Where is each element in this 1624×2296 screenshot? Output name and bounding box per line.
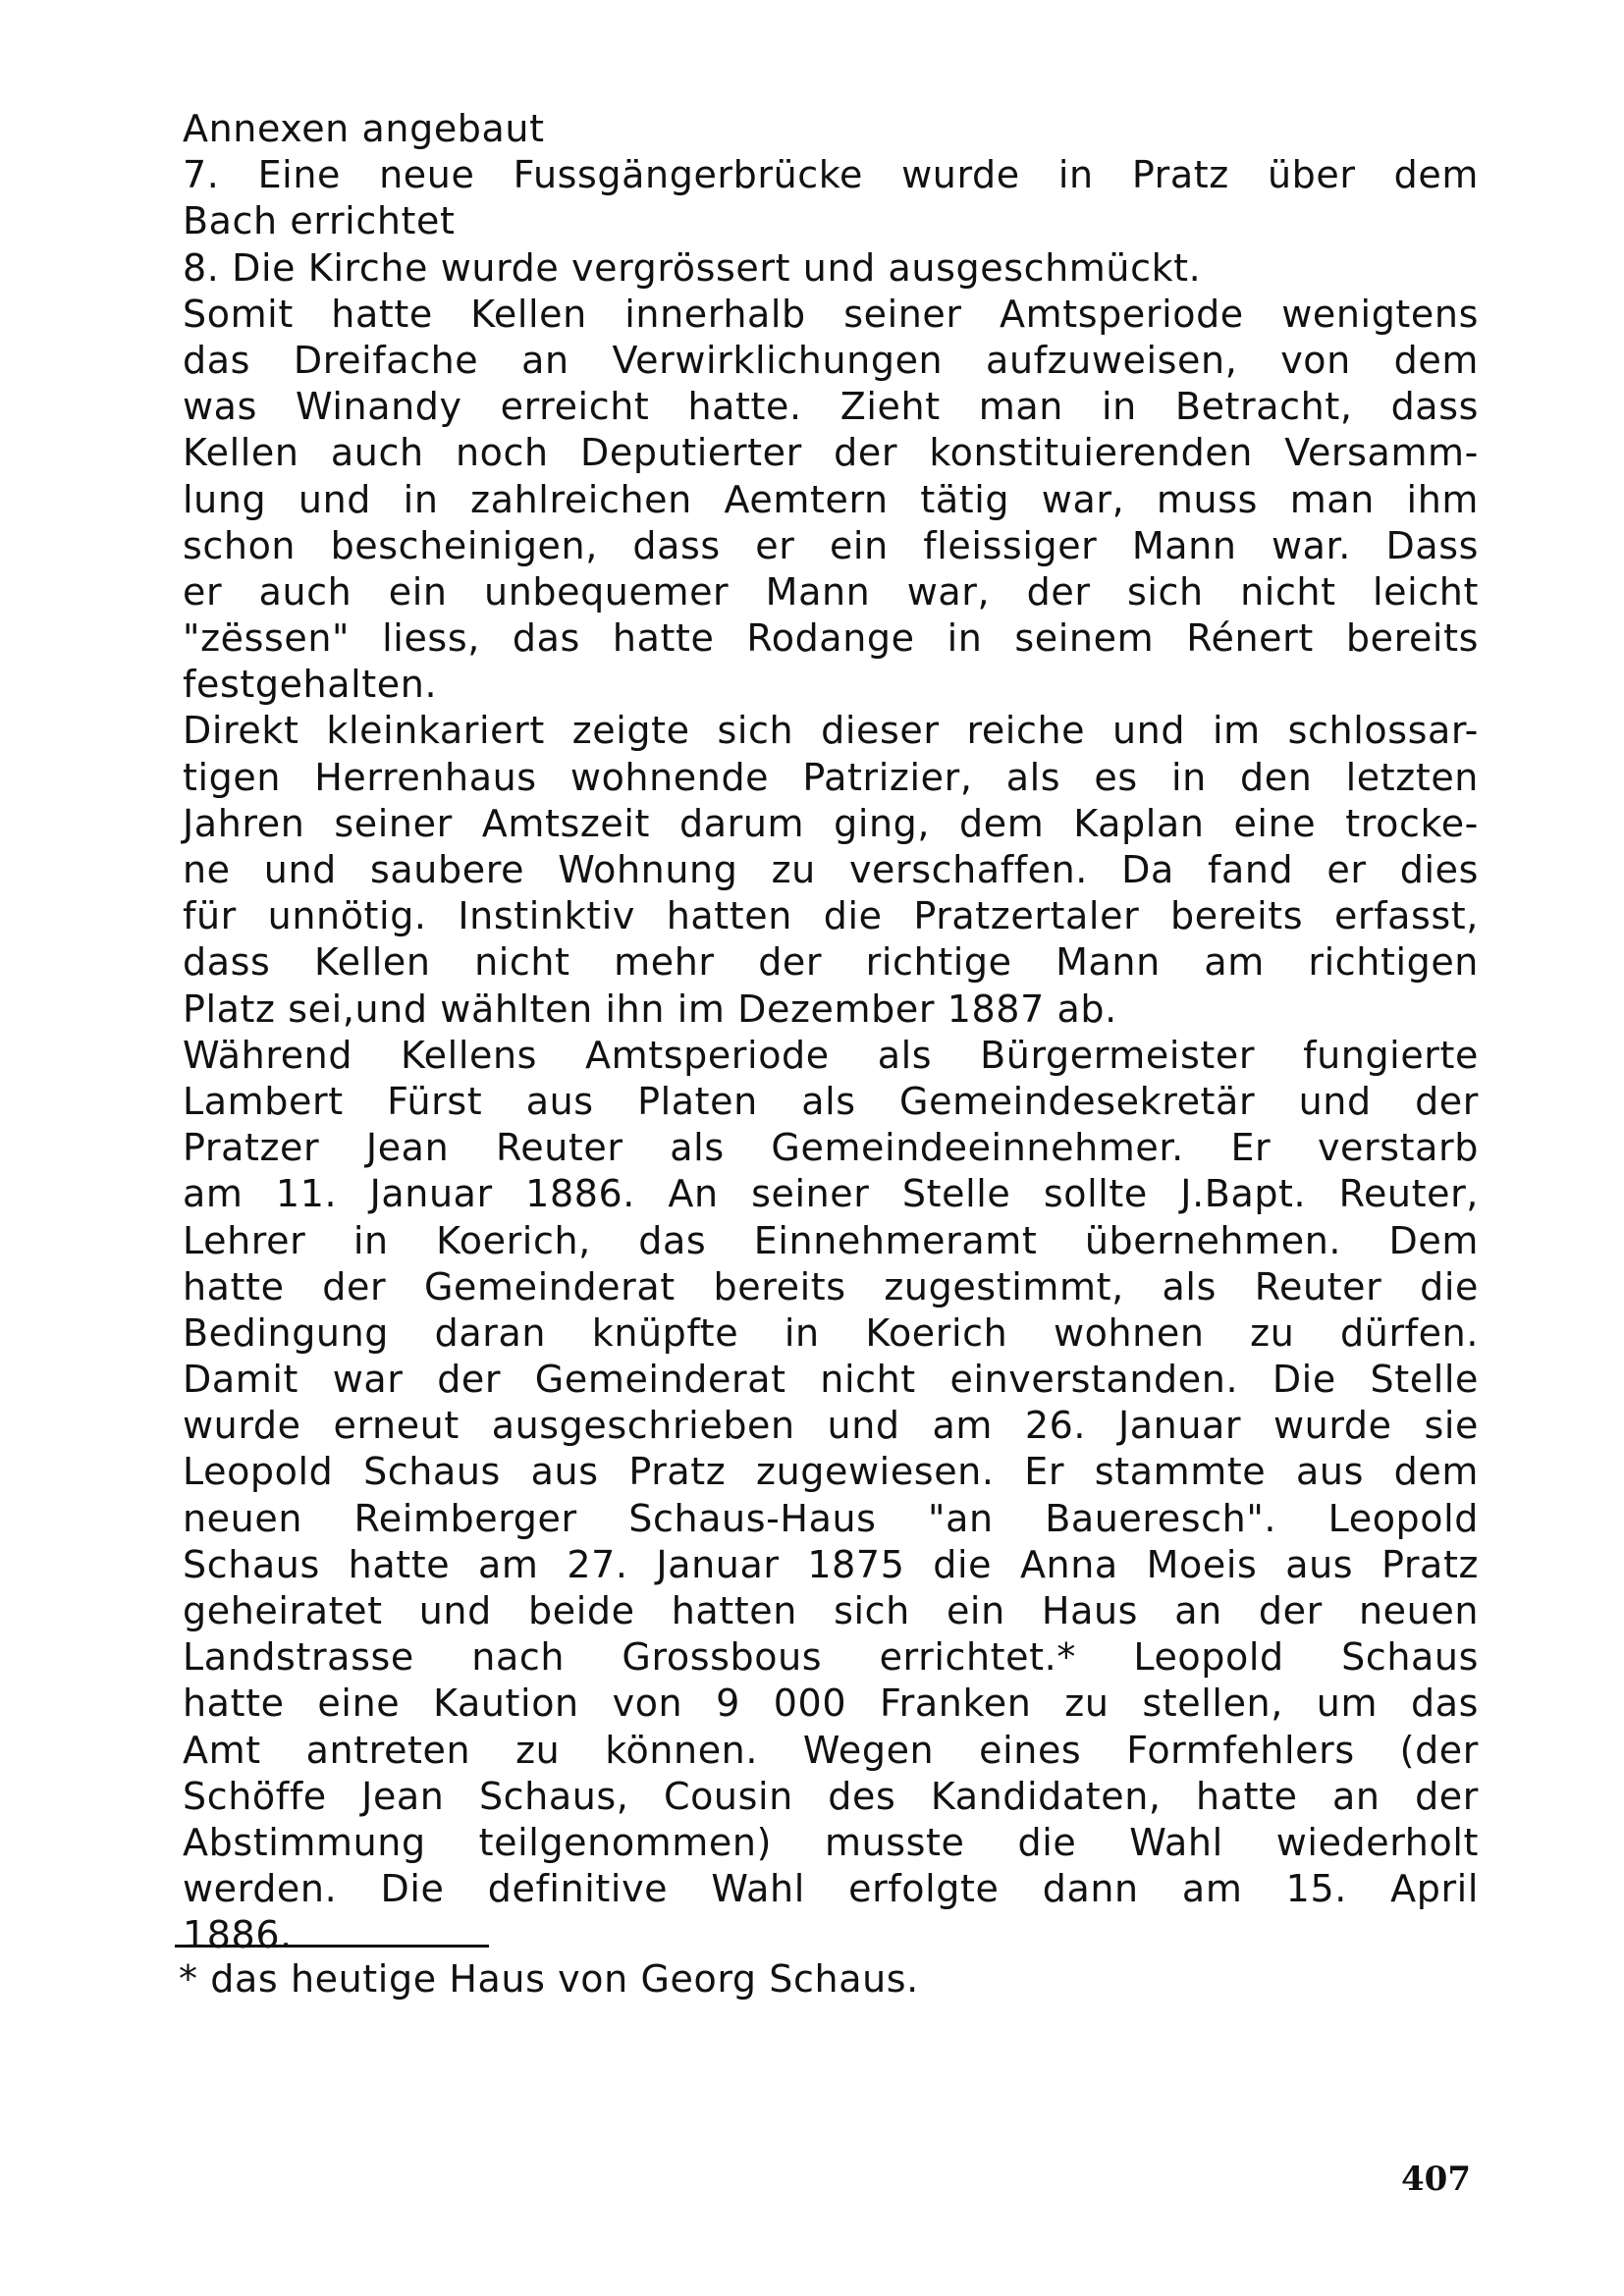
text-line: was Winandy erreicht hatte. Zieht man in Betracht, dass [183,385,1479,429]
text-line: hatte eine Kaution von 9 000 Franken zu stellen, um das [183,1682,1479,1726]
text-line: dass Kellen nicht mehr der richtige Mann am richtigen [183,940,1479,985]
text-line: das Dreifache an Verwirklichungen aufzuweisen, von dem [183,338,1479,382]
text-line: Platz sei,und wählten ihn im Dezember 1887 ab. [183,987,1117,1031]
text-line: Jahren seiner Amtszeit darum ging, dem Kaplan eine trocke- [183,801,1479,845]
text-line: Amt antreten zu können. Wegen eines Formfehlers (der [183,1728,1479,1772]
text-line: für unnötig. Instinktiv hatten die Pratzertaler bereits erfasst, [183,894,1479,938]
footnote: * das heutige Haus von Georg Schaus. [179,1957,919,2001]
text-line: ne und saubere Wohnung zu verschaffen. Da fand er dies [183,848,1479,891]
text-line: Annexen angebaut [183,107,545,150]
text-line: 8. Die Kirche wurde vergrössert und ausgeschmückt. [183,245,1202,290]
text-line: "zëssen" liess, das hatte Rodange in seinem Rénert bereits [183,616,1479,661]
text-line: Landstrasse nach Grossbous errichtet.* Leopold Schaus [183,1635,1479,1680]
text-line: Während Kellens Amtsperiode als Bürgermeister fungierte [183,1033,1479,1077]
text-line: Somit hatte Kellen innerhalb seiner Amtsperiode wenigtens [183,292,1479,336]
text-line: schon bescheinigen, dass er ein fleissiger Mann war. Dass [183,523,1479,567]
text-line: Abstimmung teilgenommen) musste die Wahl wiederholt [183,1820,1479,1864]
text-line: wurde erneut ausgeschrieben und am 26. Januar wurde sie [183,1404,1479,1448]
text-line: hatte der Gemeinderat bereits zugestimmt, als Reuter die [183,1264,1479,1308]
text-line: Bach errichtet [183,199,456,243]
text-line: er auch ein unbequemer Mann war, der sich nicht leicht [183,569,1479,614]
text-line: 1886. [183,1913,293,1957]
body-text [183,106,1479,1959]
text-line: lung und in zahlreichen Aemtern tätig war, muss man ihm [183,477,1479,521]
text-line: Pratzer Jean Reuter als Gemeindeeinnehmer. Er verstarb [183,1126,1479,1170]
text-line: Bedingung daran knüpfte in Koerich wohnen zu dürfen. [183,1310,1479,1355]
footnote-divider [175,1945,489,1948]
text-line: Kellen auch noch Deputierter der konstituierenden Versamm- [183,431,1479,475]
text-line: Lehrer in Koerich, das Einnehmeramt übernehmen. Dem [183,1218,1479,1262]
page-number: 407 [1401,2160,1471,2199]
text-line: geheiratet und beide hatten sich ein Haus an der neuen [183,1589,1479,1632]
text-line: Leopold Schaus aus Pratz zugewiesen. Er stammte aus dem [183,1450,1479,1494]
text-line: neuen Reimberger Schaus-Haus "an Baueresch". Leopold [183,1496,1479,1540]
text-line: Direkt kleinkariert zeigte sich dieser reiche und im schlossar- [183,709,1479,753]
text-line: tigen Herrenhaus wohnende Patrizier, als es in den letzten [183,755,1479,799]
text-line: Lambert Fürst aus Platen als Gemeindesekretär und der [183,1079,1479,1123]
text-line: werden. Die definitive Wahl erfolgte dann am 15. April [183,1867,1479,1911]
text-line: am 11. Januar 1886. An seiner Stelle sollte J.Bapt. Reuter, [183,1172,1479,1216]
text-line: Damit war der Gemeinderat nicht einverstanden. Die Stelle [183,1358,1479,1402]
text-line: Schöffe Jean Schaus, Cousin des Kandidaten, hatte an der [183,1774,1479,1818]
text-line: festgehalten. [183,663,438,707]
text-line: Schaus hatte am 27. Januar 1875 die Anna Moeis aus Pratz [183,1542,1479,1586]
text-line: 7. Eine neue Fussgängerbrücke wurde in Pratz über dem [183,153,1479,197]
